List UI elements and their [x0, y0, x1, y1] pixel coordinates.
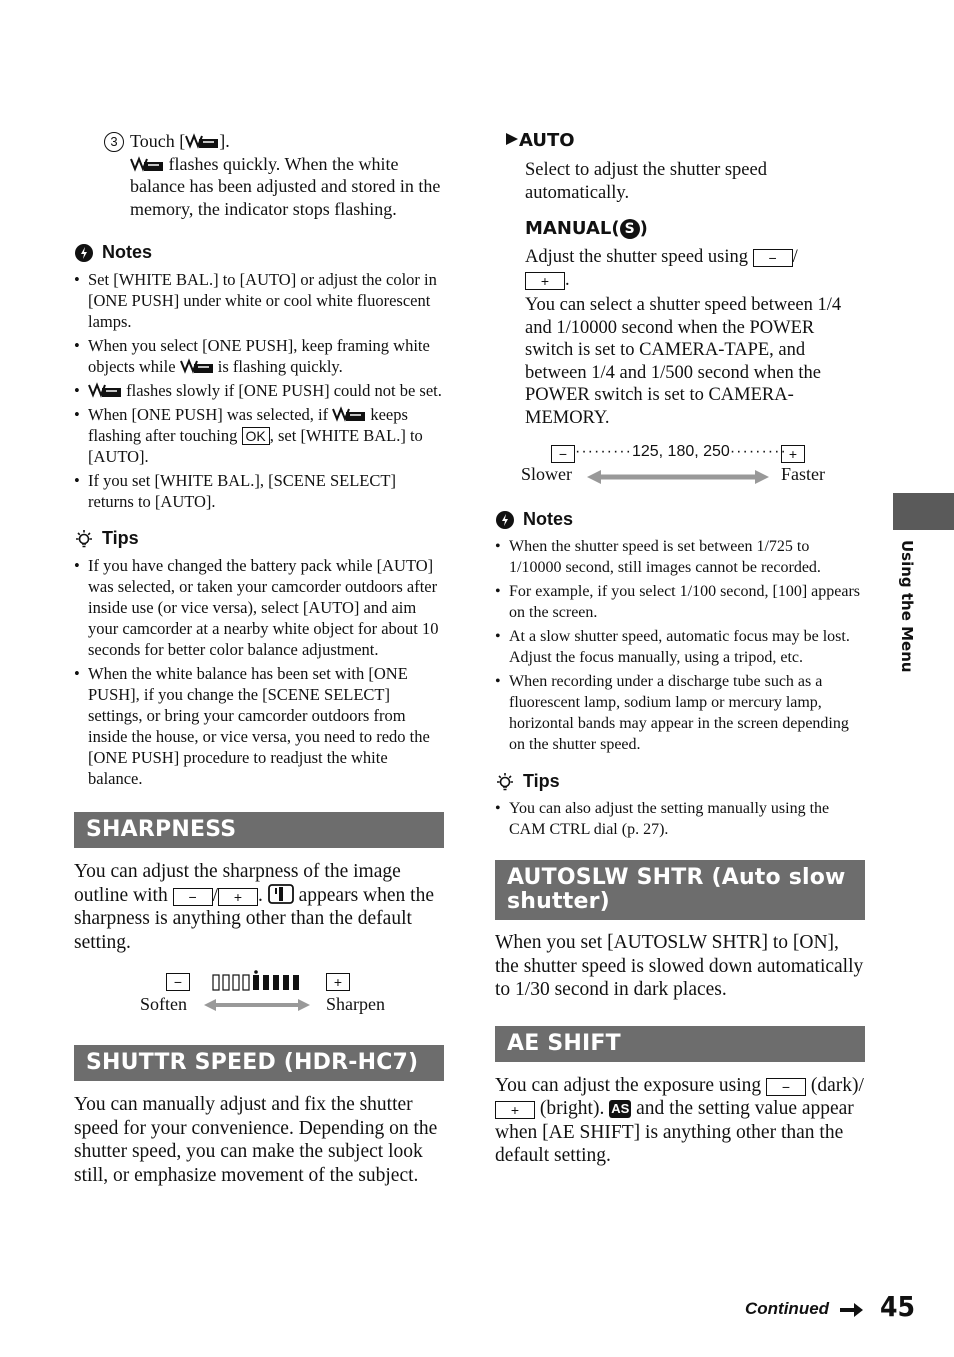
list-item: • At a slow shutter speed, automatic focus may be lost. Adjust the focus manually, using a tripod, etc. [495, 626, 865, 668]
scale-plus-symbol: + [781, 445, 805, 463]
minus-button-symbol: − [766, 1078, 806, 1096]
section-title-shuttr-speed: SHUTTR SPEED (HDR-HC7) [74, 1045, 444, 1081]
double-arrow-icon [204, 998, 310, 1012]
sharpness-text: appears when the sharpness is anything other than the default setting. [74, 884, 434, 953]
notes-heading [495, 509, 865, 530]
plus-button-symbol: + [525, 272, 565, 290]
list-item [74, 380, 444, 401]
sidebar-tab [893, 493, 954, 530]
plus-button-symbol: + [218, 888, 258, 906]
shutter-scale [495, 443, 865, 495]
white-balance-one-push-icon [180, 358, 214, 374]
white-balance-one-push-icon [185, 133, 219, 149]
ae-shift-icon: AS [611, 1101, 630, 1116]
notes-icon [74, 243, 94, 263]
sidebar-label-text: Using the Menu [898, 540, 916, 673]
sharpness-scale [74, 970, 444, 1020]
list-item: • You can also adjust the setting manually using the CAM CTRL dial (p. 27). [495, 798, 865, 840]
continued-label: Continued [745, 1299, 830, 1318]
right-column [495, 130, 865, 1168]
list-item [74, 404, 444, 467]
scale-values-text: 125, 180, 250 [631, 443, 730, 460]
lightbulb-icon [495, 772, 515, 792]
auto-heading [495, 130, 865, 152]
step-3 [74, 130, 444, 220]
sharpness-text: You can adjust the sharpness of the image outline with [74, 861, 401, 906]
notes-heading-text: Notes [102, 242, 153, 262]
aeshift-text: (dark)/ [806, 1074, 864, 1096]
manual-text: Adjust the shutter speed using [525, 247, 753, 267]
page-number: 45 [880, 1290, 916, 1323]
list-item: • For example, if you select 1/100 second, [100] appears on the screen. [495, 581, 865, 623]
tips-list [495, 798, 865, 840]
tips-heading-text: Tips [102, 528, 139, 548]
dotted-leader: ········· [575, 443, 632, 460]
shutter-body: You can manually adjust and fix the shutter speed for your convenience. Depending on the shutter speed, you can make the subject look still, or emphasize movement of the subject. [74, 1094, 438, 1186]
tips-list [74, 555, 444, 789]
aeshift-text: and the setting value appear when [AE SHIFT] is anything other than the default setting. [495, 1098, 854, 1166]
separator: / [792, 247, 798, 267]
list-item [74, 335, 444, 377]
list-item: • If you have changed the battery pack while [AUTO] was selected, or taken your camcorder outdoors after inside use (or vice versa), select [AUTO] and aim your camcorder at a nearby white object for about 10 seconds for better color balance adjustment. [74, 555, 444, 660]
notes-list [74, 269, 444, 512]
shutter-scale-values [575, 443, 787, 461]
step-number: 3 [104, 132, 124, 152]
tips-heading-text: Tips [523, 771, 560, 791]
manual-body-1 [495, 246, 865, 291]
tips-heading [495, 771, 865, 792]
notes-list [495, 536, 865, 755]
scale-minus-symbol: − [551, 445, 575, 463]
list-item: • Set [WHITE BAL.] to [AUTO] or adjust the color in [ONE PUSH] under white or cool white fluorescent lamps. [74, 269, 444, 332]
manual-heading-text: ) [639, 218, 648, 239]
tips-section-1 [74, 528, 444, 789]
soften-label: Soften [140, 994, 187, 1014]
triangle-right-icon [505, 132, 519, 146]
sharpness-indicator-icon [268, 884, 294, 904]
manual-heading-text: MANUAL( [525, 218, 620, 239]
plus-button-symbol: + [495, 1101, 535, 1119]
minus-button-symbol: − [173, 888, 213, 906]
aeshift-text: You can adjust the exposure using [495, 1074, 766, 1096]
notes-icon [495, 510, 515, 530]
note-text: When [ONE PUSH] was selected, if [88, 405, 333, 424]
tips-section-2 [495, 771, 865, 840]
ok-button-symbol: OK [242, 427, 270, 445]
shutter-s-icon: S [620, 219, 640, 239]
section-title-sharpness: SHARPNESS [74, 812, 444, 848]
section-title-autoslw-shtr: AUTOSLW SHTR (Auto slow shutter) [495, 860, 865, 920]
step-3-line1-post: ]. [219, 131, 230, 151]
lightbulb-icon [74, 529, 94, 549]
left-column [74, 130, 444, 1187]
notes-section-2 [495, 509, 865, 755]
sharpen-label: Sharpen [326, 994, 385, 1014]
notes-section-1 [74, 242, 444, 512]
white-balance-one-push-icon [332, 406, 366, 422]
note-text: When you select [ONE PUSH], keep framing white objects while [88, 336, 430, 376]
faster-label: Faster [781, 464, 825, 484]
step-3-line1-pre: Touch [ [130, 131, 186, 151]
slower-label: Slower [521, 464, 572, 484]
minus-button-symbol: − [753, 249, 793, 267]
list-item: • When recording under a discharge tube such as a fluorescent lamp, sodium lamp or mercury lamp, horizontal bands may appear in the screen depending on the shutter speed. [495, 671, 865, 755]
tips-heading [74, 528, 444, 549]
auto-heading-text: AUTO [519, 130, 575, 151]
list-item: • When the shutter speed is set between 1/725 to 1/10000 second, still images cannot be recorded. [495, 536, 865, 578]
list-item: • If you set [WHITE BAL.], [SCENE SELECT] returns to [AUTO]. [74, 470, 444, 512]
white-balance-one-push-icon [130, 156, 164, 172]
note-text: , set [WHITE BAL.] to [AUTO]. [88, 426, 423, 466]
scale-plus-symbol: + [326, 973, 350, 991]
sharpness-level-bar [212, 970, 304, 992]
sidebar-label [895, 540, 925, 740]
note-text: is flashing quickly. [213, 357, 343, 376]
manual-body-2: You can select a shutter speed between 1/4 and 1/10000 second when the POWER switch is set to CAMERA-TAPE, and between 1/4 and 1/500 second when the POWER switch is set to CAMERA-MEMORY. [525, 295, 842, 428]
separator: / [212, 884, 218, 906]
manual-heading [495, 218, 865, 240]
white-balance-one-push-icon [88, 382, 122, 398]
autoslw-body: When you set [AUTOSLW SHTR] to [ON], the shutter speed is slowed down automatically to 1/30 second in dark places. [495, 932, 864, 1000]
list-item: • When the white balance has been set with [ONE PUSH], if you change the [SCENE SELECT] settings, or bring your camcorder outdoors from inside the house, or vice versa, you need to redo the [ONE PUSH] procedure to readjust the white balance. [74, 663, 444, 789]
notes-heading [74, 242, 444, 263]
arrow-right-icon [840, 1302, 864, 1318]
note-text: flashes slowly if [ONE PUSH] could not be set. [122, 381, 442, 400]
dotted-leader: ········· [729, 443, 787, 460]
scale-minus-symbol: − [166, 973, 190, 991]
aeshift-text: (bright). [535, 1098, 610, 1119]
step-3-text: flashes quickly. When the white balance has been adjusted and stored in the memory, the indicator stops flashing. [130, 153, 441, 219]
manual-text: . [565, 269, 570, 290]
note-text: keeps flashing after touching [88, 405, 408, 445]
section-title-ae-shift: AE SHIFT [495, 1026, 865, 1062]
sharpness-text: . [258, 884, 268, 906]
auto-body: Select to adjust the shutter speed automatically. [525, 160, 767, 203]
double-arrow-icon [587, 469, 769, 485]
aeshift-body [495, 1074, 865, 1168]
sharpness-body [74, 860, 444, 954]
notes-heading-text: Notes [523, 509, 574, 529]
